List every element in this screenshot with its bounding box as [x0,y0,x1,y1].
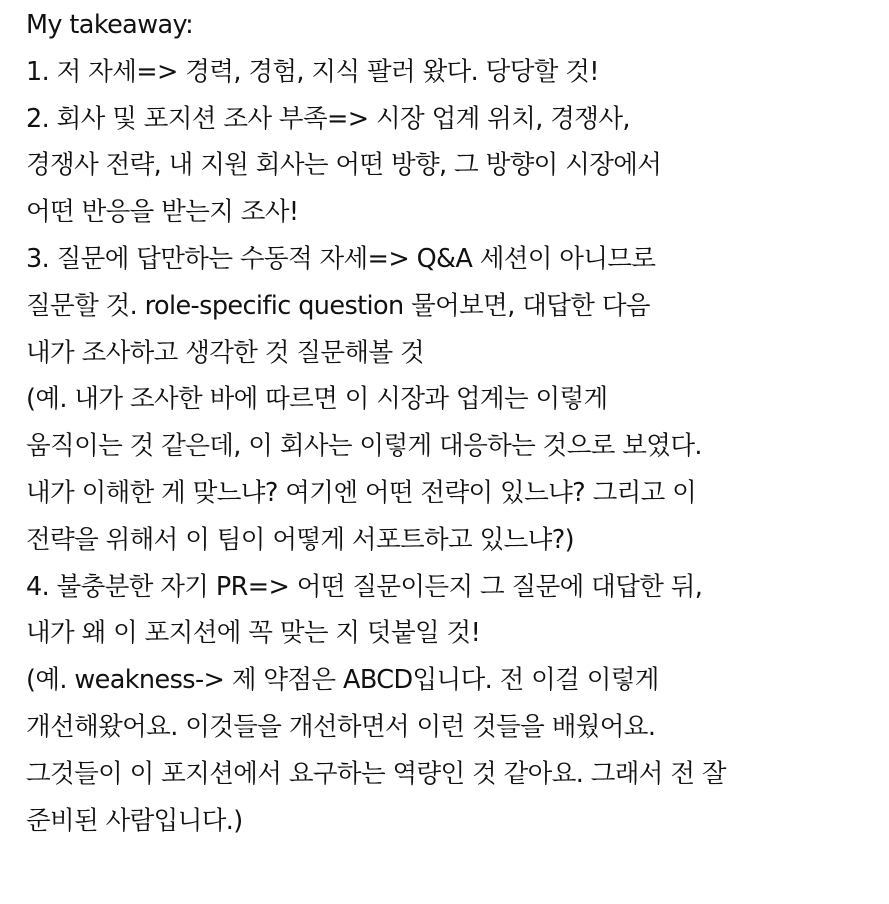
note-line-10: 내가 이해한 게 맞느냐? 여기엔 어떤 전략이 있느냐? 그리고 이 [26,477,697,508]
note-line-2: 2. 회사 및 포지션 조사 부족=> 시장 업계 위치, 경쟁사, [26,103,630,134]
note-line-7: 내가 조사하고 생각한 것 질문해볼 것 [26,337,425,368]
note-line-16: 그것들이 이 포지션에서 요구하는 역량인 것 같아요. 그래서 전 잘 [26,758,726,789]
note-line-5: 3. 질문에 답만하는 수동적 자세=> Q&A 세션이 아니므로 [26,243,656,274]
note-line-4: 어떤 반응을 받는지 조사! [26,197,299,228]
note-line-6: 질문할 것. role-specific question 물어보면, 대답한 다음 [26,290,650,321]
note-line-13: 내가 왜 이 포지션에 꼭 맞는 지 덧붙일 것! [26,618,481,649]
note-line-17: 준비된 사람입니다.) [26,805,243,836]
note-title: My takeaway: [26,10,194,40]
note-line-1: 1. 저 자세=> 경력, 경험, 지식 팔러 왔다. 당당할 것! [26,56,599,87]
note-line-14: (예. weakness-> 제 약점은 ABCD입니다. 전 이걸 이렇게 [26,665,659,696]
note-line-3: 경쟁사 전략, 내 지원 회사는 어떤 방향, 그 방향이 시장에서 [26,150,662,181]
note-line-11: 전략을 위해서 이 팀이 어떻게 서포트하고 있느냐?) [26,524,574,555]
note-line-12: 4. 불충분한 자기 PR=> 어떤 질문이든지 그 질문에 대답한 뒤, [26,571,703,602]
note-line-9: 움직이는 것 같은데, 이 회사는 이렇게 대응하는 것으로 보였다. [26,431,702,462]
note-line-15: 개선해왔어요. 이것들을 개선하면서 이런 것들을 배웠어요. [26,711,656,742]
note-line-8: (예. 내가 조사한 바에 따르면 이 시장과 업계는 이렇게 [26,384,608,415]
